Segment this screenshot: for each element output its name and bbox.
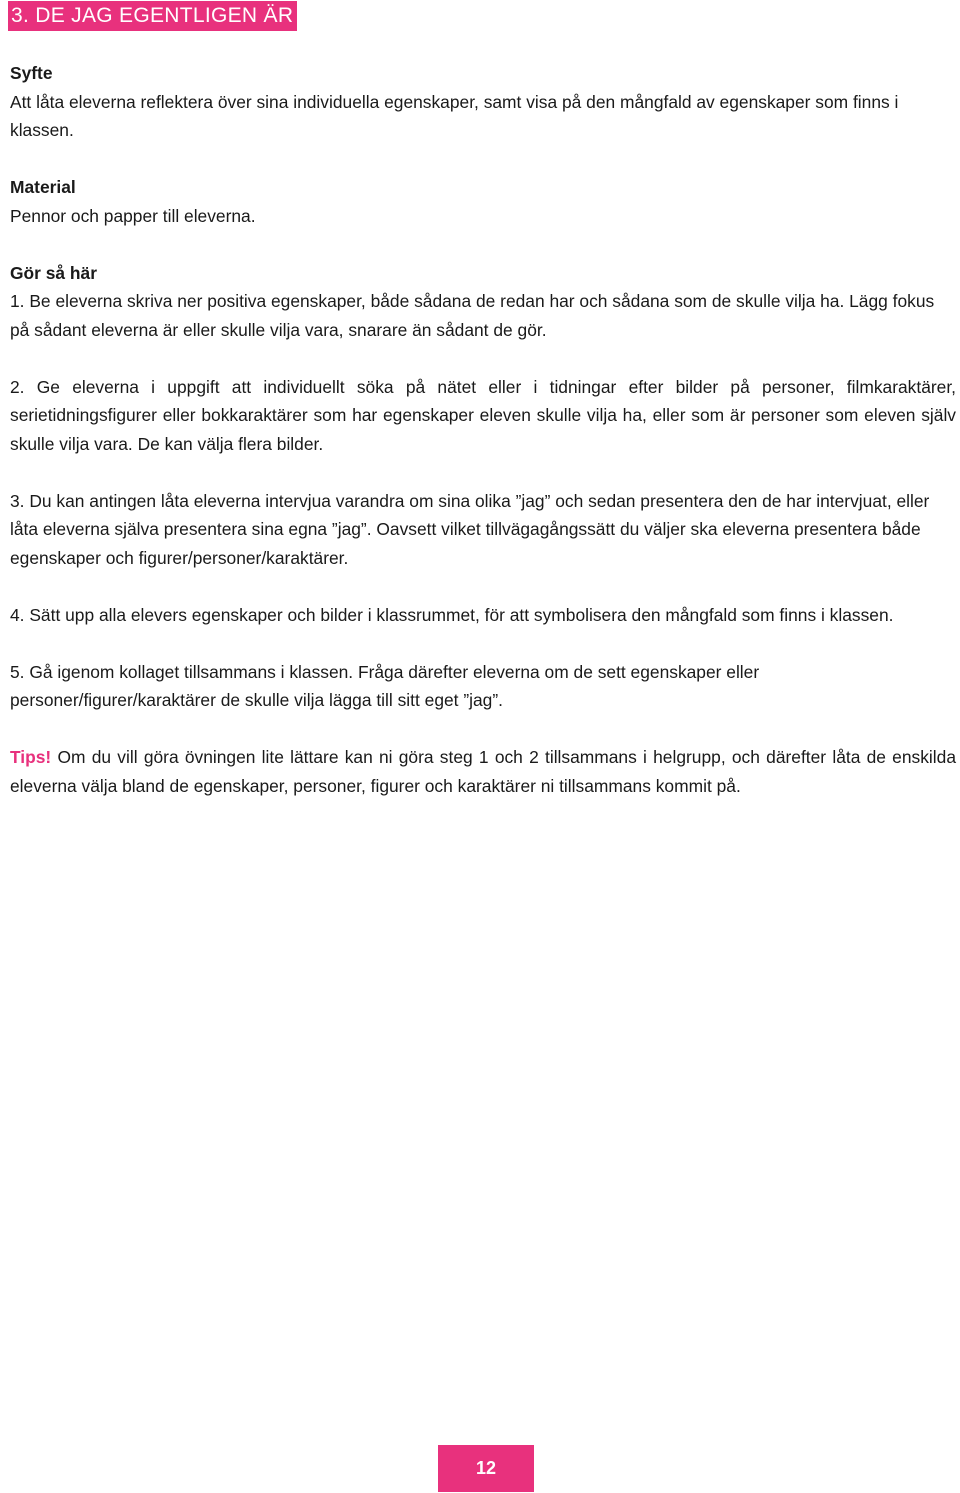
step-5: 5. Gå igenom kollaget tillsammans i klassen. Fråga därefter eleverna om de sett egenskaper eller personer/figurer/karaktärer de skulle vilja lägga till sitt eget ”jag”.	[10, 661, 760, 710]
spacer	[10, 230, 956, 259]
step-4: 4. Sätt upp alla elevers egenskaper och bilder i klassrummet, för att symbolisera den mångfald som finns i klassen.	[10, 604, 894, 625]
material-heading: Material	[10, 177, 76, 197]
chapter-title: 3. DE JAG EGENTLIGEN ÄR	[8, 1, 297, 31]
spacer	[10, 572, 956, 601]
instructions-heading: Gör så här	[10, 262, 97, 283]
spacer	[10, 145, 956, 174]
tips-label: Tips!	[10, 747, 52, 767]
document-body	[10, 59, 956, 800]
step-1: 1. Be eleverna skriva ner positiva egenskaper, både sådana de redan har och sådana som de skulle vilja ha. Lägg fokus på sådant eleverna är eller skulle vilja vara, snarare än sådant de gör.	[10, 291, 935, 340]
step-3: 3. Du kan antingen låta eleverna intervjua varandra om sina olika ”jag” och sedan presentera den de har intervjuat, eller låta eleverna själva presentera sina egna ”jag”. Oavsett vilket tillvägagångssätt du väljer ska eleverna presentera både egenskaper och figurer/personer/karaktärer.	[10, 490, 930, 568]
material-text: Pennor och papper till eleverna.	[10, 205, 256, 226]
spacer	[10, 344, 956, 373]
spacer	[10, 629, 956, 658]
page-number: 12	[438, 1445, 534, 1492]
step-2: 2. Ge eleverna i uppgift att individuellt söka på nätet eller i tidningar efter bilder på personer, filmkaraktärer, serietidningsfigurer eller bokkaraktärer som har egenskaper eleven skulle vilja ha, eller som är personer som eleven själv skulle vilja vara. De kan välja flera bilder.	[10, 376, 956, 454]
spacer	[10, 715, 956, 744]
syfte-heading: Syfte	[10, 63, 53, 83]
spacer	[10, 458, 956, 487]
syfte-text: Att låta eleverna reflektera över sina individuella egenskaper, samt visa på den mångfald av egenskaper som finns i klassen.	[10, 91, 899, 140]
tips-text: Om du vill göra övningen lite lättare kan ni göra steg 1 och 2 tillsammans i helgrupp, och därefter låta de enskilda eleverna välja bland de egenskaper, personer, figurer och karaktärer ni tillsammans kommit på.	[10, 747, 956, 796]
tips-paragraph	[10, 743, 956, 800]
